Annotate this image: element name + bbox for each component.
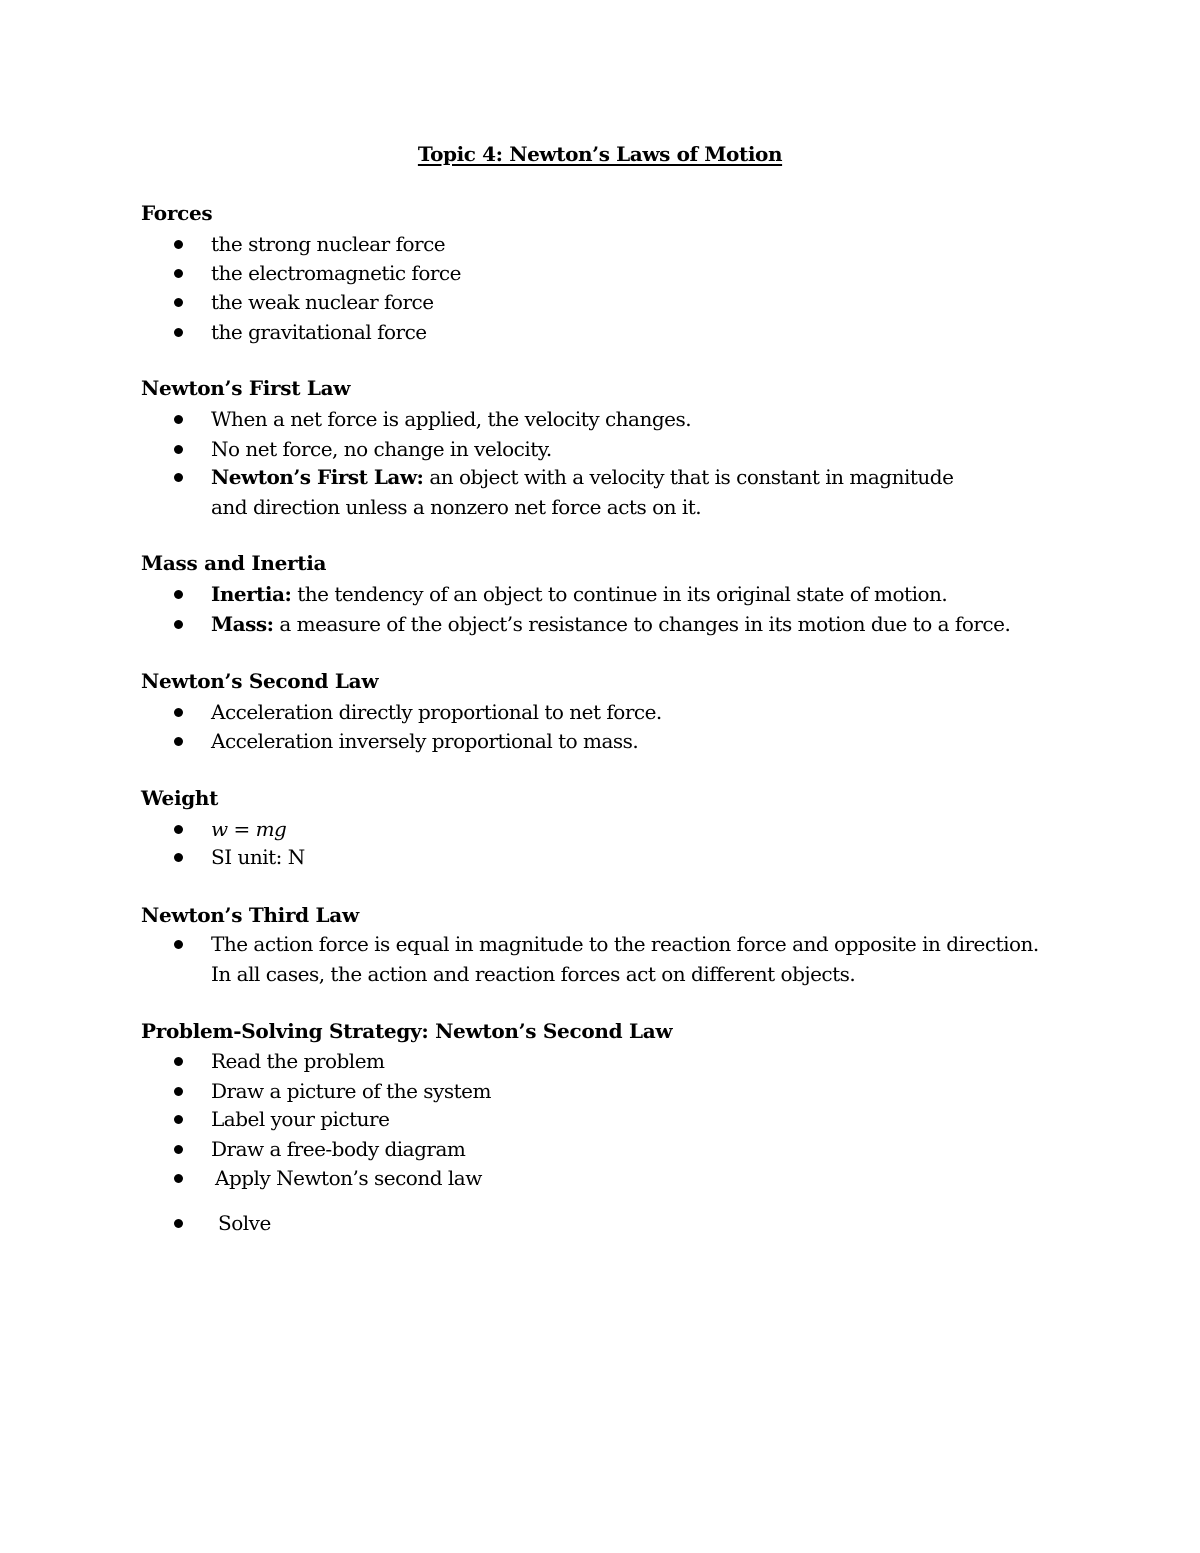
list-item: the strong nuclear force [211,229,1061,259]
bullet-icon [174,1219,183,1228]
list-item: The action force is equal in magnitude to the reaction force and opposite in direction. In all cases, the action and reaction forces act on different objects. [211,929,1061,989]
list-item-definition [211,609,1061,639]
definition-text: a measure of the object’s resistance to changes in its motion due to a force. [279,612,1011,636]
definition-text: an object with a velocity that is constant in magnitude and direction unless a nonzero net force acts on it. [211,465,954,519]
bullet-icon [174,1057,183,1066]
bullet-icon [174,737,183,746]
list-item: SI unit: N [211,842,1061,872]
section-heading-strategy: Problem-Solving Strategy: Newton’s Second Law [141,1019,673,1043]
bullet-icon [174,590,183,599]
bullet-icon [174,853,183,862]
list-item: Label your picture [211,1104,1061,1134]
bullet-icon [174,269,183,278]
bullet-icon [174,1145,183,1154]
section-heading-forces: Forces [141,201,213,225]
list-item: Solve [218,1208,1068,1238]
list-item-formula [211,814,1061,844]
page-title: Topic 4: Newton’s Laws of Motion [417,142,783,166]
list-item-definition [211,462,991,522]
list-item: Read the problem [211,1046,1061,1076]
bullet-icon [174,620,183,629]
list-item: the gravitational force [211,317,1061,347]
bullet-icon [174,940,183,949]
section-heading-weight: Weight [141,786,219,810]
bullet-icon [174,708,183,717]
list-item: Draw a free-body diagram [211,1134,1061,1164]
definition-term: Newton’s First Law: [211,465,424,489]
list-item: the weak nuclear force [211,287,1061,317]
list-item: No net force, no change in velocity. [211,434,1061,464]
definition-term: Inertia: [211,582,292,606]
list-item-definition [211,579,1061,609]
definition-text: the tendency of an object to continue in its original state of motion. [297,582,948,606]
section-heading-mass-inertia: Mass and Inertia [141,551,327,575]
bullet-icon [174,825,183,834]
bullet-icon [174,1174,183,1183]
list-item: the electromagnetic force [211,258,1061,288]
list-item: When a net force is applied, the velocity changes. [211,404,1061,434]
bullet-icon [174,1087,183,1096]
weight-formula: w = mg [211,817,287,841]
bullet-icon [174,415,183,424]
section-heading-second-law: Newton’s Second Law [141,669,379,693]
list-item: Apply Newton’s second law [215,1163,1065,1193]
section-heading-first-law: Newton’s First Law [141,376,351,400]
bullet-icon [174,473,183,482]
bullet-icon [174,328,183,337]
bullet-icon [174,240,183,249]
section-heading-third-law: Newton’s Third Law [141,903,359,927]
list-item: Acceleration inversely proportional to mass. [211,726,1061,756]
list-item: Draw a picture of the system [211,1076,1061,1106]
definition-term: Mass: [211,612,274,636]
bullet-icon [174,445,183,454]
bullet-icon [174,1115,183,1124]
list-item: Acceleration directly proportional to net force. [211,697,1061,727]
bullet-icon [174,298,183,307]
